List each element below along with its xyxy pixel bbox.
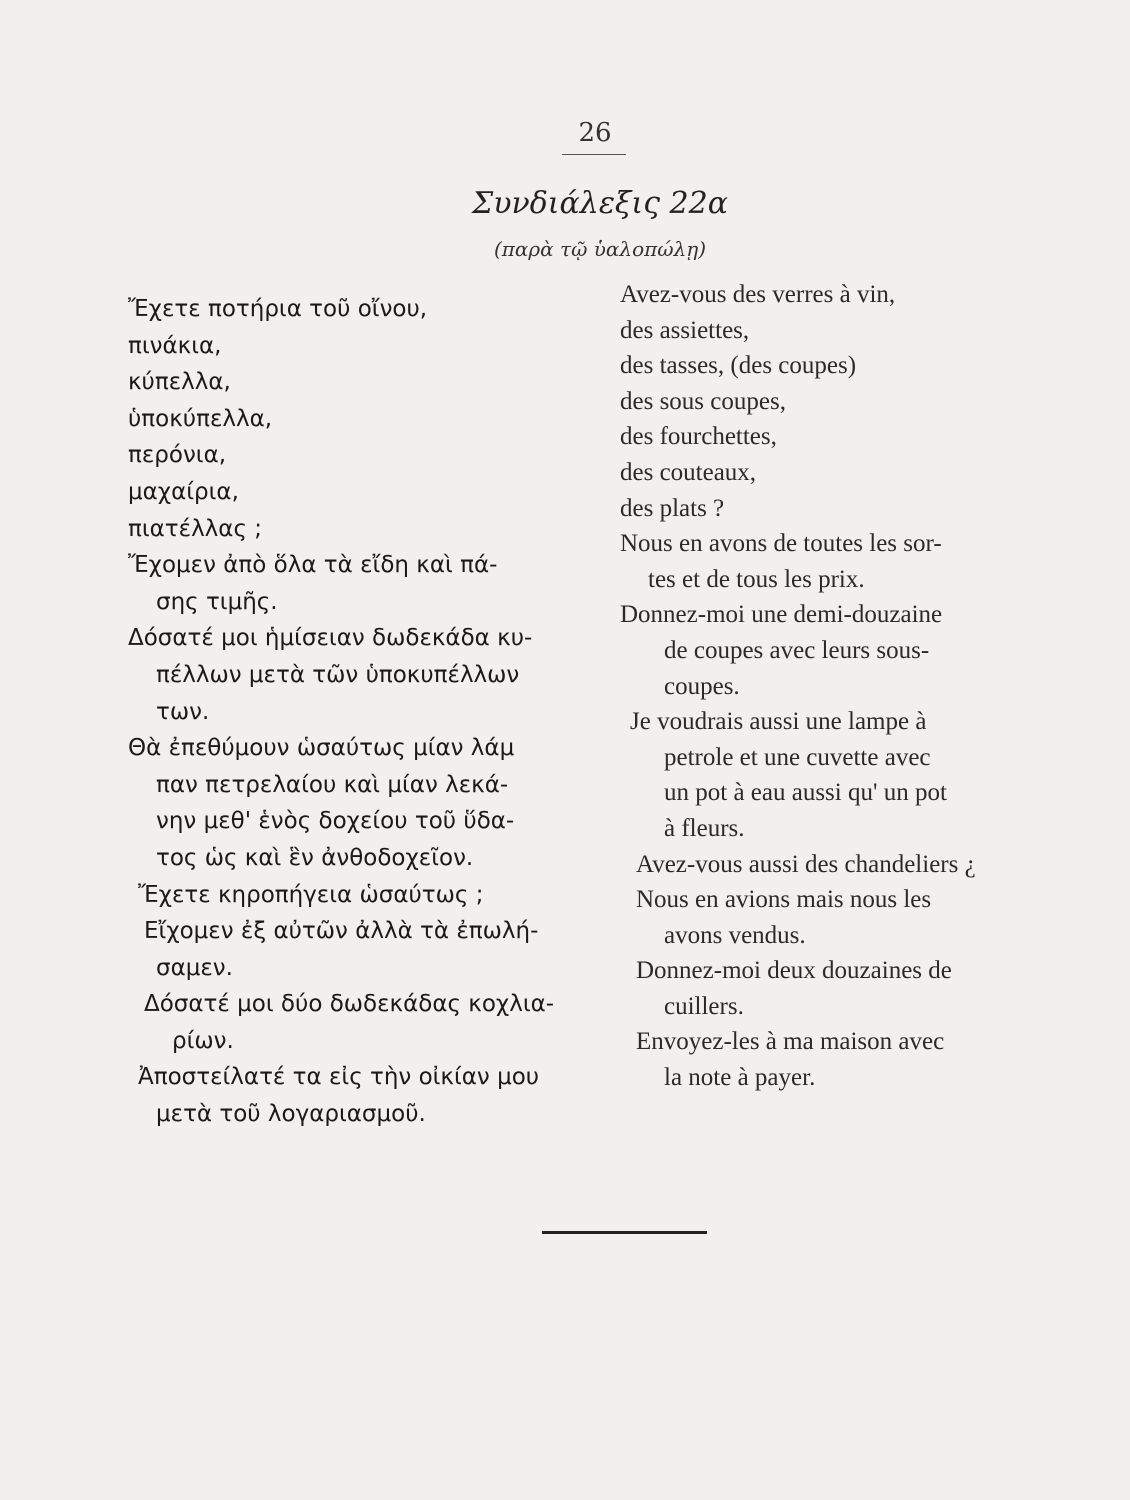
french-line: petrole et une cuvette avec: [664, 743, 931, 771]
french-line: des plats ?: [620, 494, 725, 522]
french-line: de coupes avec leurs sous-: [664, 636, 930, 664]
french-line: Avez-vous aussi des chandeliers ¿: [636, 850, 976, 878]
dialogue-title: Συνδιάλεξις 22α: [472, 186, 728, 221]
greek-line: περόνια,: [128, 442, 227, 469]
french-line: tes et de tous les prix.: [648, 565, 865, 593]
greek-line: Θὰ ἐπεθύμουν ὡσαύτως μίαν λάμ: [128, 735, 515, 762]
french-line: Nous en avons de toutes les sor-: [620, 530, 942, 558]
french-line: à fleurs.: [664, 814, 745, 842]
greek-line: σης τιμῆς.: [156, 588, 278, 615]
greek-line: μετὰ τοῦ λογαριασμοῦ.: [156, 1101, 426, 1128]
page-number-rule: [562, 154, 626, 155]
french-line: Donnez-moi une demi-douzaine: [620, 601, 943, 629]
french-column: [620, 277, 1090, 1096]
greek-line: πιατέλλας ;: [128, 515, 263, 542]
greek-line: κύπελλα,: [128, 369, 231, 396]
greek-line: Ἔχομεν ἀπὸ ὅλα τὰ εἴδη καὶ πά-: [128, 552, 498, 579]
french-line: des tasses, (des coupes): [620, 352, 857, 380]
greek-line: Δόσατέ μοι ἡμίσειαν δωδεκάδα κυ-: [128, 625, 533, 652]
french-line: un pot à eau aussi qu' un pot: [664, 779, 947, 807]
french-line: des assiettes,: [620, 316, 750, 344]
greek-line: σαμεν.: [156, 954, 233, 981]
greek-column: [128, 291, 608, 1133]
greek-line: πινάκια,: [128, 332, 222, 359]
greek-line: Δόσατέ μοι δύο δωδεκάδας κοχλια-: [144, 991, 555, 1018]
french-line: Envoyez-les à ma maison avec: [636, 1028, 945, 1056]
greek-line: μαχαίρια,: [128, 478, 239, 505]
greek-line: νην μεθ' ἑνὸς δοχείου τοῦ ὕδα-: [156, 808, 515, 835]
greek-line: τος ὡς καὶ ἓν ἀνθοδοχεῖον.: [156, 844, 474, 871]
french-line: la note à payer.: [664, 1064, 816, 1092]
page-number: 26: [578, 118, 612, 148]
greek-line: πέλλων μετὰ τῶν ὑποκυπέλλων: [156, 661, 520, 688]
greek-line: Ἔχετε ποτήρια τοῦ οἴνου,: [128, 296, 428, 322]
greek-line: ὑποκύπελλα,: [128, 405, 273, 432]
french-line: Nous en avions mais nous les: [636, 886, 932, 914]
dialogue-subtitle: (παρὰ τῷ ὑαλοπώλῃ): [493, 237, 707, 261]
greek-line: ρίων.: [172, 1027, 234, 1054]
french-line: avons vendus.: [664, 921, 806, 949]
french-line: coupes.: [664, 672, 740, 700]
end-rule: [542, 1231, 707, 1234]
french-line: des sous coupes,: [620, 387, 786, 415]
french-line: Donnez-moi deux douzaines de: [636, 957, 952, 985]
greek-line: παν πετρελαίου καὶ μίαν λεκά-: [156, 771, 509, 798]
greek-line: Ἀποστείλατέ τα εἰς τὴν οἰκίαν μου: [138, 1064, 540, 1091]
greek-line: Ἔχετε κηροπήγεια ὡσαύτως ;: [138, 881, 484, 908]
french-line: des couteaux,: [620, 458, 757, 486]
french-line: cuillers.: [664, 992, 744, 1020]
french-line: des fourchettes,: [620, 423, 777, 451]
greek-line: των.: [156, 698, 210, 725]
greek-line: Εἴχομεν ἐξ αὐτῶν ἀλλὰ τὰ ἐπωλή-: [144, 918, 539, 945]
french-line: Je voudrais aussi une lampe à: [630, 708, 927, 736]
french-line: Avez-vous des verres à vin,: [620, 281, 896, 308]
